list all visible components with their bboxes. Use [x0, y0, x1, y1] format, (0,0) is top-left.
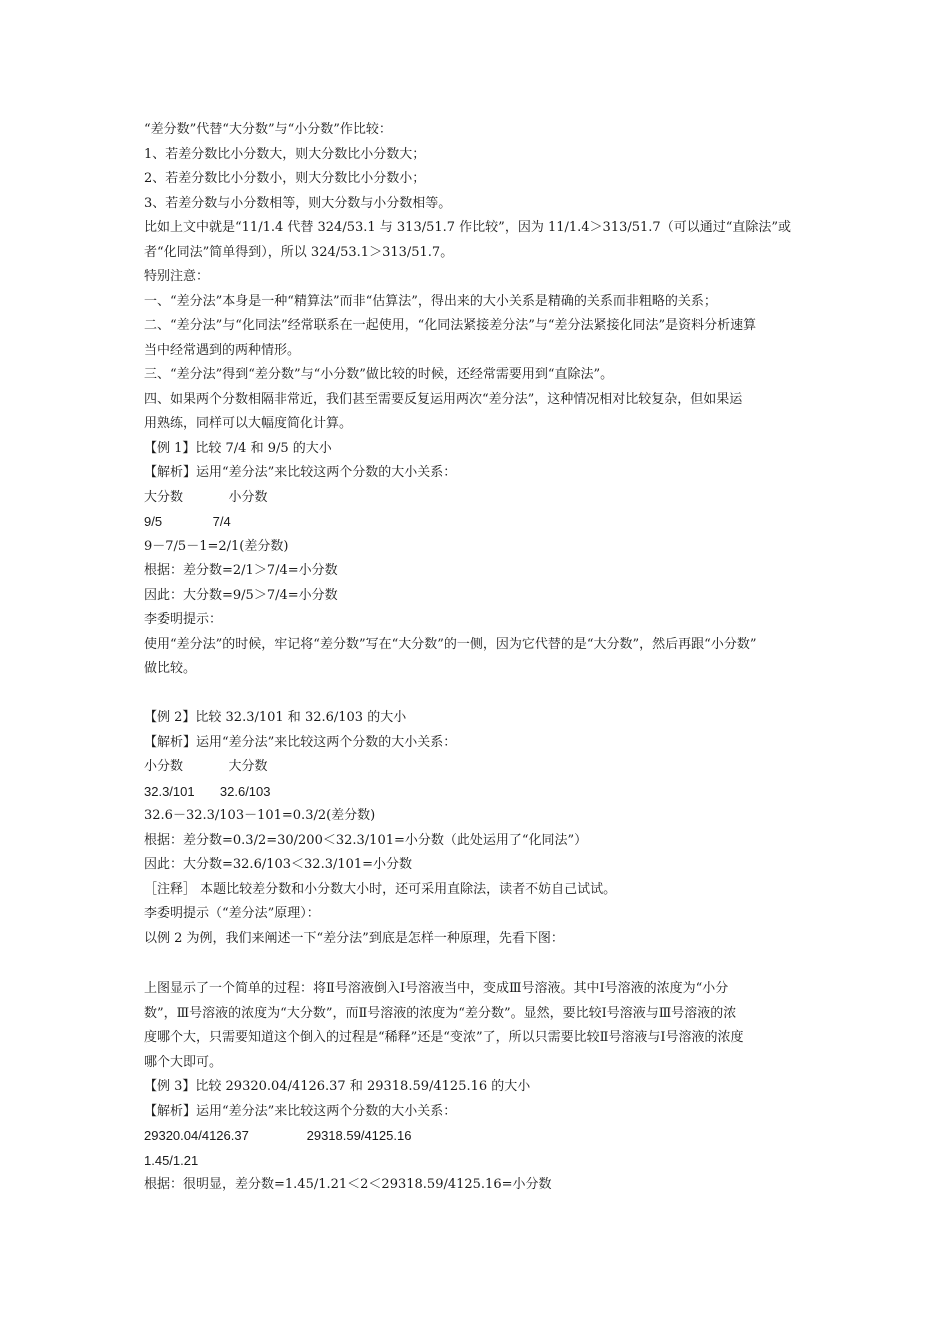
text-line: 四、如果两个分数相隔非常近，我们甚至需要反复运用两次“差分法”，这种情况相对比较复杂，但如果运 — [144, 391, 743, 407]
text-line: “差分数”代替“大分数”与“小分数”作比较： — [144, 122, 392, 137]
text-line: 做比较。 — [144, 661, 197, 676]
text-line: 因此：大分数=32.6/103＜32.3/101=小分数 — [144, 857, 413, 872]
blank-line — [144, 682, 816, 707]
example-heading: 【例 3】比较 29320.04/4126.37 和 29318.59/4125.16 的大小 — [144, 1079, 531, 1094]
text-line: 上图显示了一个简单的过程：将Ⅱ号溶液倒入Ⅰ号溶液当中，变成Ⅲ号溶液。其中Ⅰ号溶液的浓度为“小分 — [144, 981, 729, 996]
fraction-row: 32.3/101 32.6/103 — [144, 783, 271, 799]
fraction-row: 1.45/1.21 — [144, 1152, 199, 1168]
text-line: 者“化同法”简单得到），所以 324/53.1＞313/51.7。 — [144, 244, 454, 260]
text-line: 2、若差分数比小分数小，则大分数比小分数小； — [144, 171, 426, 186]
text-line: 【解析】运用“差分法”来比较这两个分数的大小关系： — [144, 465, 457, 480]
text-line: 当中经常遇到的两种情形。 — [144, 342, 301, 358]
fraction-row: 29320.04/4126.37 29318.59/4125.16 — [144, 1128, 412, 1143]
example-heading: 【例 2】比较 32.3/101 和 32.6/103 的大小 — [144, 710, 407, 725]
text-line: 以例 2 为例，我们来阐述一下“差分法”到底是怎样一种原理，先看下图： — [144, 930, 564, 946]
text-line: 比如上文中就是“11/1.4 代替 324/53.1 与 313/51.7 作比较”，因为 11/1.4＞313/51.7（可以通过“直除法”或 — [144, 220, 791, 235]
text-line: 【解析】运用“差分法”来比较这两个分数的大小关系： — [144, 734, 457, 750]
text-line: 【解析】运用“差分法”来比较这两个分数的大小关系： — [144, 1103, 457, 1119]
text-line: 数”，Ⅲ号溶液的浓度为“大分数”，而Ⅱ号溶液的浓度为“差分数”。显然，要比较Ⅰ号溶液与Ⅲ号溶液的浓 — [144, 1005, 737, 1021]
text-line: 用熟练，同样可以大幅度简化计算。 — [144, 416, 353, 431]
text-line: 三、“差分法”得到“差分数”与“小分数”做比较的时候，还经常需要用到“直除法”。 — [144, 367, 614, 382]
formula-line: 9－7/5－1=2/1(差分数) — [144, 538, 289, 554]
figure-placeholder — [144, 951, 816, 977]
text-line: 因此：大分数=9/5＞7/4=小分数 — [144, 587, 338, 603]
text-line: 二、“差分法”与“化同法”经常联系在一起使用，“化同法紧接差分法”与“差分法紧接化同法”是资料分析速算 — [144, 318, 757, 333]
text-line: 使用“差分法”的时候，牢记将“差分数”写在“大分数”的一侧，因为它代替的是“大分数”，然后再跟“小分数” — [144, 636, 757, 652]
example-heading: 【例 1】比较 7/4 和 9/5 的大小 — [144, 440, 332, 456]
fraction-header: 小分数 大分数 — [144, 759, 268, 774]
document-page — [144, 118, 816, 1198]
formula-line: 32.6－32.3/103－101=0.3/2(差分数) — [144, 808, 376, 823]
fraction-header: 大分数 小分数 — [144, 489, 268, 505]
text-line: 一、“差分法”本身是一种“精算法”而非“估算法”，得出来的大小关系是精确的关系而非粗略的关系； — [144, 293, 717, 309]
text-line: 1、若差分数比小分数大，则大分数比小分数大； — [144, 146, 426, 162]
text-line: 根据：差分数=0.3/2=30/200＜32.3/101=小分数（此处运用了“化同法”） — [144, 832, 588, 848]
text-line: 李委明提示： — [144, 612, 223, 627]
text-line: 根据：差分数=2/1＞7/4=小分数 — [144, 563, 338, 578]
note-line: ［注释］ 本题比较差分数和小分数大小时，还可采用直除法，读者不妨自己试试。 — [144, 881, 617, 897]
text-line: 3、若差分数与小分数相等，则大分数与小分数相等。 — [144, 195, 452, 211]
text-line: 哪个大即可。 — [144, 1054, 223, 1070]
text-line: 度哪个大，只需要知道这个倒入的过程是“稀释”还是“变浓”了，所以只需要比较Ⅱ号溶液与Ⅰ号溶液的浓度 — [144, 1030, 744, 1045]
text-line: 根据：很明显，差分数=1.45/1.21＜2＜29318.59/4125.16=小分数 — [144, 1177, 552, 1192]
text-line: 特别注意： — [144, 269, 210, 284]
text-line: 李委明提示（“差分法”原理）： — [144, 906, 320, 921]
fraction-row: 9/5 7/4 — [144, 514, 231, 529]
